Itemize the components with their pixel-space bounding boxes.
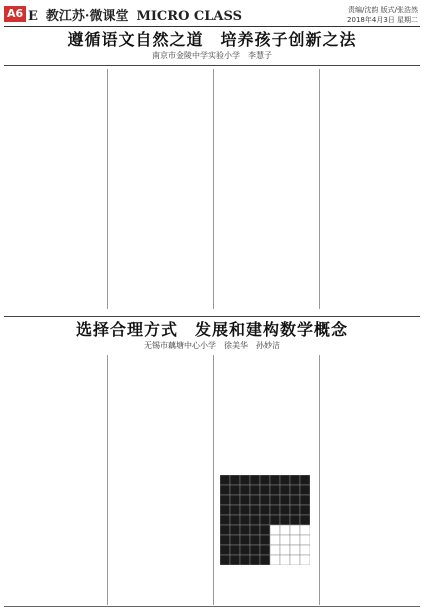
grid-cell xyxy=(270,525,280,535)
grid-cell xyxy=(270,495,280,505)
article-2-col-4 xyxy=(322,355,422,605)
grid-cell xyxy=(290,545,300,555)
grid-cell xyxy=(290,475,300,485)
divider xyxy=(4,316,420,317)
grid-cell xyxy=(220,505,230,515)
page-number: A6 xyxy=(4,6,26,22)
grid-cell xyxy=(270,555,280,565)
grid-cell xyxy=(240,545,250,555)
grid-cell xyxy=(300,475,310,485)
grid-cell xyxy=(300,545,310,555)
grid-cell xyxy=(260,475,270,485)
grid-cell xyxy=(300,495,310,505)
grid-cell xyxy=(220,495,230,505)
article-2-col-1 xyxy=(4,355,104,605)
grid-cell xyxy=(260,535,270,545)
article-1-col-1 xyxy=(4,69,104,309)
grid-cell xyxy=(260,485,270,495)
grid-cell xyxy=(270,545,280,555)
grid-cell xyxy=(240,475,250,485)
grid-cell xyxy=(260,555,270,565)
section-title xyxy=(28,5,250,24)
grid-cell xyxy=(240,525,250,535)
grid-cell xyxy=(230,555,240,565)
article-2-col-2 xyxy=(110,355,210,605)
grid-cell xyxy=(290,515,300,525)
grid-cell xyxy=(290,495,300,505)
grid-cell xyxy=(290,555,300,565)
grid-cell xyxy=(240,535,250,545)
grid-cell xyxy=(230,505,240,515)
column-rule xyxy=(213,355,214,605)
page-bottom-rule xyxy=(4,606,420,607)
grid-cell xyxy=(280,545,290,555)
grid-cell xyxy=(300,505,310,515)
grid-cell xyxy=(280,535,290,545)
grid-cell xyxy=(250,475,260,485)
grid-cell xyxy=(240,555,250,565)
grid-cell xyxy=(270,535,280,545)
grid-cell xyxy=(280,515,290,525)
grid-cell xyxy=(270,475,280,485)
article-2-col-3 xyxy=(216,355,316,473)
grid-cell xyxy=(300,515,310,525)
article-1-headline: 遵循语文自然之道 培养孩子创新之法 xyxy=(67,30,357,49)
date-line: 2018年4月3日 星期二 xyxy=(347,16,418,24)
grid-cell xyxy=(220,555,230,565)
grid-cell xyxy=(220,515,230,525)
grid-cell xyxy=(230,495,240,505)
grid-cell xyxy=(300,555,310,565)
grid-cell xyxy=(260,505,270,515)
grid-cell xyxy=(280,525,290,535)
grid-cell xyxy=(240,505,250,515)
grid-cell xyxy=(220,485,230,495)
grid-cell xyxy=(230,545,240,555)
section-english: MICRO CLASS xyxy=(136,9,242,24)
grid-cell xyxy=(290,505,300,515)
grid-cell xyxy=(230,475,240,485)
grid-cell xyxy=(250,515,260,525)
header-meta xyxy=(298,5,418,25)
article-2-byline: 无锡市藕塘中心小学 徐美华 孙妙洁 xyxy=(144,341,280,350)
column-rule xyxy=(213,69,214,309)
article-math xyxy=(4,316,420,606)
grid-cell xyxy=(230,535,240,545)
grid-cell xyxy=(230,525,240,535)
divider xyxy=(4,65,420,66)
grid-cell xyxy=(300,525,310,535)
grid-cell xyxy=(280,485,290,495)
grid-cell xyxy=(240,495,250,505)
article-language xyxy=(4,30,420,313)
grid-cell xyxy=(250,555,260,565)
article-2-columns xyxy=(4,355,420,605)
column-rule xyxy=(319,355,320,605)
article-1-col-2 xyxy=(110,69,210,309)
grid-cell xyxy=(240,485,250,495)
grid-cell xyxy=(220,475,230,485)
grid-cell xyxy=(280,505,290,515)
grid-cell xyxy=(280,475,290,485)
grid-cell xyxy=(300,485,310,495)
grid-cell xyxy=(230,485,240,495)
grid-cell xyxy=(250,535,260,545)
article-1-byline: 南京市金陵中学实验小学 李慧子 xyxy=(152,51,272,60)
grid-cell xyxy=(270,515,280,525)
grid-cell xyxy=(290,485,300,495)
grid-cell xyxy=(270,485,280,495)
grid-cell xyxy=(280,495,290,505)
grid-cell xyxy=(260,515,270,525)
grid-cell xyxy=(270,505,280,515)
column-rule xyxy=(107,69,108,309)
grid-cell xyxy=(290,525,300,535)
page-header xyxy=(4,4,420,27)
grid-cell xyxy=(250,495,260,505)
grid-cell xyxy=(220,525,230,535)
grid-cell xyxy=(250,505,260,515)
grid-cell xyxy=(260,545,270,555)
grid-cell xyxy=(300,535,310,545)
article-1-col-3 xyxy=(216,69,316,309)
section-letter: E xyxy=(28,9,38,24)
grid-cell xyxy=(220,545,230,555)
grid-figure xyxy=(220,475,310,565)
grid-cell xyxy=(240,515,250,525)
column-rule xyxy=(319,69,320,309)
article-1-columns xyxy=(4,69,420,309)
grid-cell xyxy=(290,535,300,545)
grid-cell xyxy=(250,545,260,555)
section-name: 教江苏·微课堂 xyxy=(45,9,129,24)
grid-cell xyxy=(220,535,230,545)
grid-cell xyxy=(260,495,270,505)
article-1-col-4 xyxy=(322,69,422,309)
grid-cell xyxy=(250,485,260,495)
article-2-headline: 选择合理方式 发展和建构数学概念 xyxy=(75,320,348,339)
grid-cell xyxy=(280,555,290,565)
grid-cell xyxy=(260,525,270,535)
grid-cell xyxy=(230,515,240,525)
column-rule xyxy=(107,355,108,605)
grid-cell xyxy=(250,525,260,535)
editor-line: 责编/沈韵 版式/张浩然 xyxy=(348,6,418,14)
